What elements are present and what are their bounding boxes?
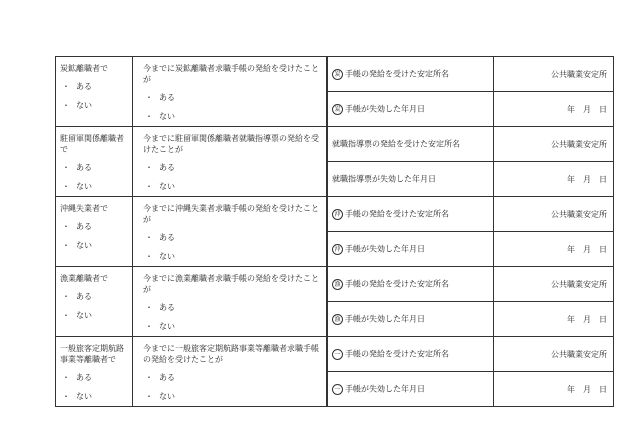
bullet-icon: ・ bbox=[145, 322, 153, 331]
date-label: 手帳が失効した年月日 bbox=[345, 384, 425, 394]
answer-yes-label: ある bbox=[159, 373, 175, 382]
answer-yes[interactable] bbox=[143, 88, 323, 107]
date-label: 就職指導票が失効した年月日 bbox=[332, 174, 436, 184]
bullet-icon: ・ bbox=[62, 182, 70, 191]
office-input-cell[interactable] bbox=[494, 197, 614, 232]
date-label-cell bbox=[327, 92, 494, 127]
office-label-cell bbox=[327, 127, 494, 162]
option-yes-label: ある bbox=[76, 222, 92, 231]
office-row bbox=[56, 197, 614, 232]
office-suffix: 公共職業安定所 bbox=[551, 279, 607, 289]
circled-mark-icon: 一 bbox=[332, 384, 343, 395]
question-text: 今までに駐留軍関係離職者就職指導票の発給を受けたことが bbox=[143, 134, 319, 154]
office-input-cell[interactable] bbox=[494, 127, 614, 162]
answer-yes-label: ある bbox=[159, 233, 175, 242]
question-options bbox=[143, 228, 323, 266]
category-options bbox=[60, 287, 129, 325]
category-cell bbox=[56, 197, 133, 267]
date-placeholder: 年 月 日 bbox=[567, 104, 607, 114]
bullet-icon: ・ bbox=[145, 233, 153, 242]
answer-yes-label: ある bbox=[159, 93, 175, 102]
answer-no-label: ない bbox=[159, 392, 175, 401]
question-cell bbox=[133, 337, 328, 407]
office-label: 手帳の発給を受けた安定所名 bbox=[345, 279, 449, 289]
office-row bbox=[56, 127, 614, 162]
category-label: 沖縄失業者で bbox=[60, 204, 108, 213]
option-no[interactable] bbox=[60, 306, 129, 325]
answer-yes[interactable] bbox=[143, 368, 323, 387]
category-label: 炭鉱離職者で bbox=[60, 64, 108, 73]
circled-mark-icon: 沖 bbox=[332, 244, 343, 255]
answer-yes[interactable] bbox=[143, 228, 323, 247]
category-options bbox=[60, 77, 129, 115]
circled-mark-icon: 炭 bbox=[332, 69, 343, 80]
date-placeholder: 年 月 日 bbox=[567, 384, 607, 394]
question-cell bbox=[133, 267, 328, 337]
option-yes-label: ある bbox=[76, 292, 92, 301]
answer-yes-label: ある bbox=[159, 163, 175, 172]
date-label: 手帳が失効した年月日 bbox=[345, 104, 425, 114]
office-label: 手帳の発給を受けた安定所名 bbox=[345, 209, 449, 219]
office-label: 手帳の発給を受けた安定所名 bbox=[345, 349, 449, 359]
question-options bbox=[143, 88, 323, 126]
bullet-icon: ・ bbox=[145, 112, 153, 121]
circled-mark-icon: 沖 bbox=[332, 209, 343, 220]
option-no-label: ない bbox=[76, 392, 92, 401]
bullet-icon: ・ bbox=[145, 303, 153, 312]
date-placeholder: 年 月 日 bbox=[567, 174, 607, 184]
bullet-icon: ・ bbox=[62, 311, 70, 320]
option-yes-label: ある bbox=[76, 163, 92, 172]
answer-no[interactable] bbox=[143, 387, 323, 406]
office-row bbox=[56, 57, 614, 92]
date-label-cell bbox=[327, 162, 494, 197]
option-no[interactable] bbox=[60, 96, 129, 115]
bullet-icon: ・ bbox=[145, 252, 153, 261]
date-label-cell bbox=[327, 232, 494, 267]
category-options bbox=[60, 158, 129, 196]
option-no[interactable] bbox=[60, 177, 129, 196]
option-yes[interactable] bbox=[60, 217, 129, 236]
answer-no[interactable] bbox=[143, 177, 323, 196]
answer-no-label: ない bbox=[159, 252, 175, 261]
answer-yes-label: ある bbox=[159, 303, 175, 312]
date-input-cell[interactable] bbox=[494, 372, 614, 407]
form-table bbox=[55, 56, 614, 407]
office-input-cell[interactable] bbox=[494, 57, 614, 92]
question-options bbox=[143, 158, 323, 196]
answer-no-label: ない bbox=[159, 322, 175, 331]
question-cell bbox=[133, 127, 328, 197]
category-cell bbox=[56, 267, 133, 337]
circled-mark-icon: 漁 bbox=[332, 314, 343, 325]
bullet-icon: ・ bbox=[62, 82, 70, 91]
category-cell bbox=[56, 127, 133, 197]
bullet-icon: ・ bbox=[62, 222, 70, 231]
question-options bbox=[143, 368, 323, 406]
date-label: 手帳が失効した年月日 bbox=[345, 244, 425, 254]
date-input-cell[interactable] bbox=[494, 302, 614, 337]
question-text: 今までに漁業離職者求職手帳の発給を受けたことが bbox=[143, 274, 319, 294]
answer-no-label: ない bbox=[159, 112, 175, 121]
office-suffix: 公共職業安定所 bbox=[551, 209, 607, 219]
option-yes[interactable] bbox=[60, 368, 129, 387]
answer-no[interactable] bbox=[143, 317, 323, 336]
question-cell bbox=[133, 57, 328, 127]
office-row bbox=[56, 337, 614, 372]
date-label: 手帳が失効した年月日 bbox=[345, 314, 425, 324]
option-no-label: ない bbox=[76, 241, 92, 250]
bullet-icon: ・ bbox=[62, 373, 70, 382]
office-label-cell bbox=[327, 337, 494, 372]
option-yes[interactable] bbox=[60, 158, 129, 177]
bullet-icon: ・ bbox=[62, 392, 70, 401]
category-label: 一般旅客定期航路事業等離職者で bbox=[60, 344, 124, 364]
office-label: 手帳の発給を受けた安定所名 bbox=[345, 69, 449, 79]
office-input-cell[interactable] bbox=[494, 337, 614, 372]
form-body bbox=[56, 57, 614, 407]
office-label-cell bbox=[327, 57, 494, 92]
option-no-label: ない bbox=[76, 311, 92, 320]
date-placeholder: 年 月 日 bbox=[567, 244, 607, 254]
answer-no[interactable] bbox=[143, 107, 323, 126]
bullet-icon: ・ bbox=[62, 101, 70, 110]
bullet-icon: ・ bbox=[145, 373, 153, 382]
office-row bbox=[56, 267, 614, 302]
date-label-cell bbox=[327, 372, 494, 407]
category-cell bbox=[56, 57, 133, 127]
category-label: 駐留軍関係離職者で bbox=[60, 134, 124, 154]
office-suffix: 公共職業安定所 bbox=[551, 69, 607, 79]
question-text: 今までに一般旅客定期航路事業等離職者求職手帳の発給を受けたことが bbox=[143, 344, 319, 364]
answer-no[interactable] bbox=[143, 247, 323, 266]
circled-mark-icon: 一 bbox=[332, 349, 343, 360]
question-text: 今までに沖縄失業者求職手帳の発給を受けたことが bbox=[143, 204, 319, 224]
option-no-label: ない bbox=[76, 182, 92, 191]
bullet-icon: ・ bbox=[145, 163, 153, 172]
office-label-cell bbox=[327, 197, 494, 232]
option-no[interactable] bbox=[60, 387, 129, 406]
option-no-label: ない bbox=[76, 101, 92, 110]
date-input-cell[interactable] bbox=[494, 232, 614, 267]
question-options bbox=[143, 298, 323, 336]
option-yes-label: ある bbox=[76, 82, 92, 91]
bullet-icon: ・ bbox=[145, 182, 153, 191]
answer-no-label: ない bbox=[159, 182, 175, 191]
date-label-cell bbox=[327, 302, 494, 337]
option-yes[interactable] bbox=[60, 287, 129, 306]
date-input-cell[interactable] bbox=[494, 92, 614, 127]
office-suffix: 公共職業安定所 bbox=[551, 139, 607, 149]
office-input-cell[interactable] bbox=[494, 267, 614, 302]
question-text: 今までに炭鉱離職者求職手帳の発給を受けたことが bbox=[143, 64, 319, 84]
bullet-icon: ・ bbox=[145, 93, 153, 102]
office-suffix: 公共職業安定所 bbox=[551, 349, 607, 359]
office-label-cell bbox=[327, 267, 494, 302]
answer-yes[interactable] bbox=[143, 158, 323, 177]
date-placeholder: 年 月 日 bbox=[567, 314, 607, 324]
bullet-icon: ・ bbox=[62, 292, 70, 301]
category-cell bbox=[56, 337, 133, 407]
category-label: 漁業離職者で bbox=[60, 274, 108, 283]
question-cell bbox=[133, 197, 328, 267]
circled-mark-icon: 漁 bbox=[332, 279, 343, 290]
category-options bbox=[60, 368, 129, 406]
option-yes-label: ある bbox=[76, 373, 92, 382]
date-input-cell[interactable] bbox=[494, 162, 614, 197]
option-yes[interactable] bbox=[60, 77, 129, 96]
answer-yes[interactable] bbox=[143, 298, 323, 317]
bullet-icon: ・ bbox=[62, 241, 70, 250]
circled-mark-icon: 炭 bbox=[332, 104, 343, 115]
bullet-icon: ・ bbox=[62, 163, 70, 172]
option-no[interactable] bbox=[60, 236, 129, 255]
bullet-icon: ・ bbox=[145, 392, 153, 401]
category-options bbox=[60, 217, 129, 255]
office-label: 就職指導票の発給を受けた安定所名 bbox=[332, 139, 460, 149]
